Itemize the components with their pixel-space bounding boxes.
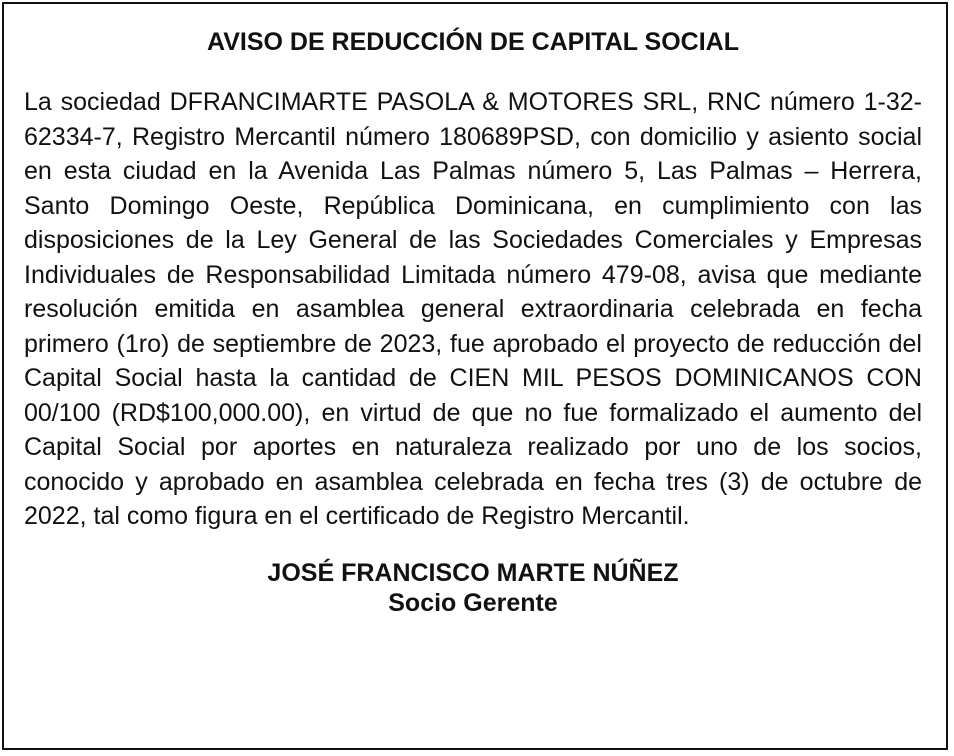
notice-frame <box>2 2 948 750</box>
notice-title: AVISO DE REDUCCIÓN DE CAPITAL SOCIAL <box>207 28 739 56</box>
signature-block <box>24 558 922 618</box>
notice-body: La sociedad DFRANCIMARTE PASOLA & MOTORES SRL, RNC número 1-32-62334-7, Registro Mercantil número 180689PSD, con domicilio y asiento social en esta ciudad en la Avenida Las Palmas número 5, Las Palmas – Herrera, Santo Domingo Oeste, República Dominicana, en cumplimiento con las disposiciones de la Ley General de las Sociedades Comerciales y Empresas Individuales de Responsabilidad Limitada número 479-08, avisa que mediante resolución emitida en asamblea general extraordinaria celebrada en fecha primero (1ro) de septiembre de 2023, fue aprobado el proyecto de reducción del Capital Social hasta la cantidad de CIEN MIL PESOS DOMINICANOS CON 00/100 (RD$100,000.00), en virtud de que no fue formalizado el aumento del Capital Social por aportes en naturaleza realizado por uno de los socios, conocido y aprobado en asamblea celebrada en fecha tres (3) de octubre de 2022, tal como figura en el certificado de Registro Mercantil. <box>24 88 922 530</box>
signatory-title: Socio Gerente <box>388 588 558 617</box>
signatory-name: JOSÉ FRANCISCO MARTE NÚÑEZ <box>267 558 679 587</box>
